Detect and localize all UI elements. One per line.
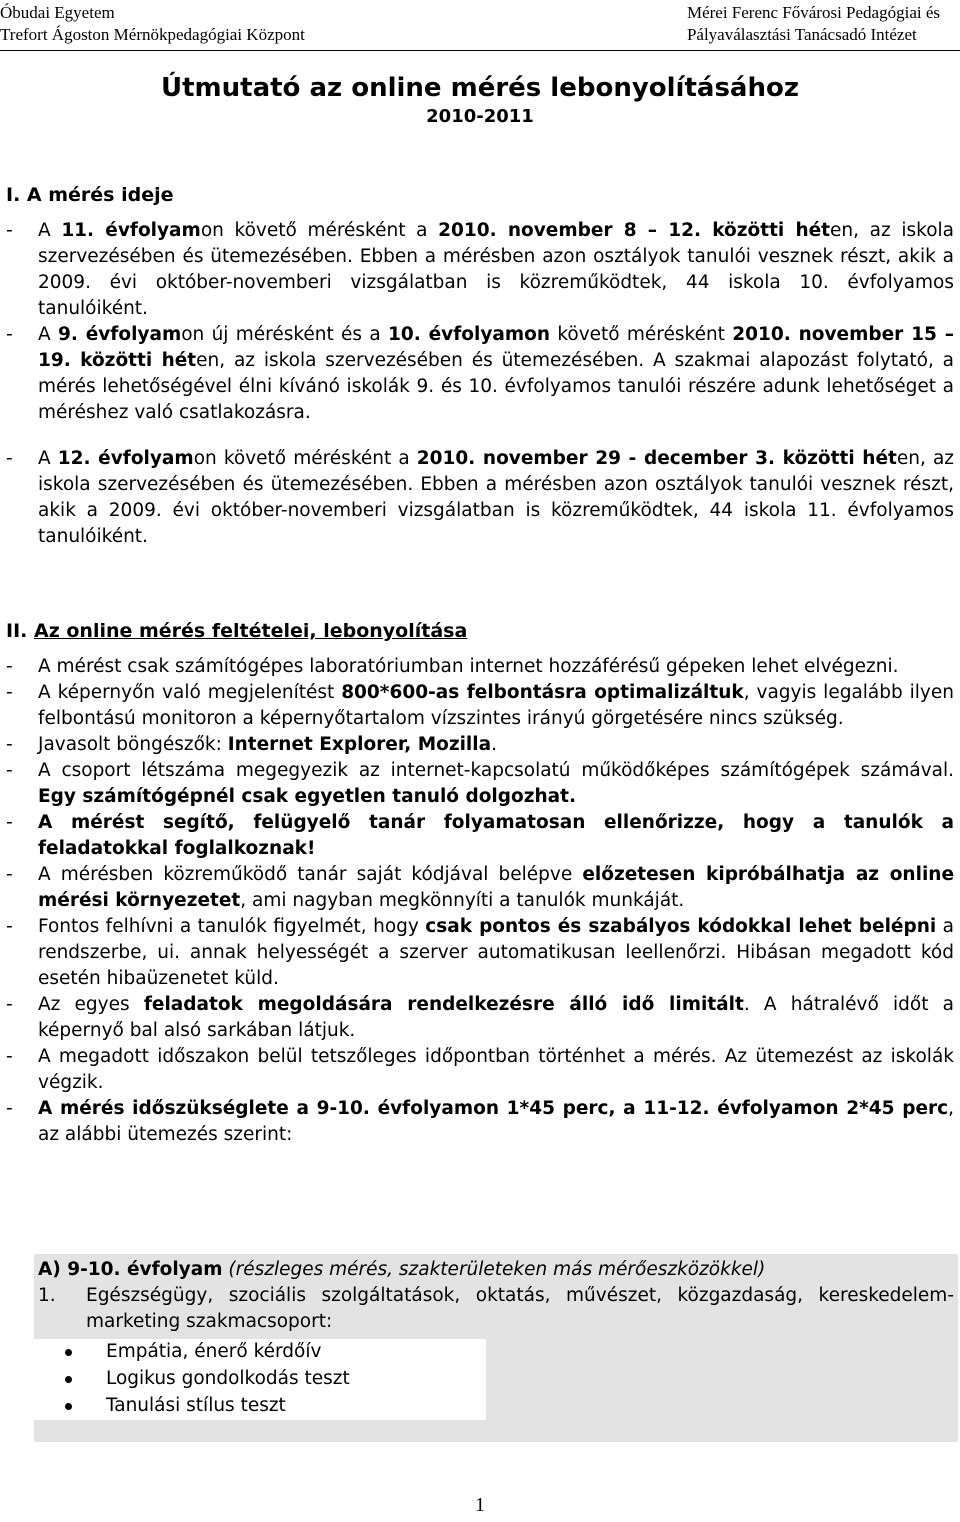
section-2-item-text: Fontos felhívni a tanulók figyelmét, hogy — [38, 916, 426, 937]
section-2-item-text: A megadott időszakon belül tetszőleges időpontban történhet a mérés. Az ütemezést az iskolák végzik. — [38, 1046, 954, 1093]
section-2-item-text: A csoport létszáma megegyezik az internet-kapcsolatú működőképes számítógépek számával. — [38, 760, 954, 781]
schedule-box-content — [38, 1257, 954, 1420]
section-1-item-text: 10. évfolyamon — [388, 324, 551, 345]
section-2-item — [6, 680, 954, 732]
section-2-item-text: A mérést csak számítógépes laboratóriumban internet hozzáférésű gépeken lehet elvégezni. — [38, 656, 899, 677]
section-2-item — [6, 862, 954, 914]
section-2-item-text: a rendszerbe, ui. annak helyességét a szerver automatikusan leellenőrzi. Hibásan megadott kód esetén hibaüzenetet küld. — [38, 916, 954, 989]
section-2-item-text: 800*600-as felbontásra optimalizáltuk — [341, 682, 744, 703]
section-2-heading — [6, 618, 954, 644]
section-1-item-text: on követő mérésként a — [200, 220, 439, 241]
section-2-item — [6, 1044, 954, 1096]
section-2-heading-number: II. — [6, 620, 28, 642]
section-2-item — [6, 914, 954, 992]
section-1-item-text: on követő mérésként a — [193, 448, 417, 469]
section-1-item-text: 2010. november 15 – 19. közötti hét — [38, 324, 954, 371]
section-2-item-text: A mérés időszükséglete a 9-10. évfolyamon 1*45 perc, a 11-12. évfolyamon 2*45 perc — [38, 1098, 949, 1119]
section-2-item — [6, 732, 954, 758]
section-2-item — [6, 992, 954, 1044]
dash-marker: - — [6, 448, 13, 469]
section-1-item — [6, 446, 954, 550]
section-2-item-text: , vagyis legalább ilyen felbontású monitoron a képernyőtartalom vízszintes irányú görgetésére nincs szükség. — [38, 682, 954, 729]
section-1-item-text: on új mérésként és a — [181, 324, 388, 345]
test-list-item-label: Logikus gondolkodás teszt — [106, 1368, 350, 1389]
section-1-item-text: követő mérésként — [550, 324, 733, 345]
header-divider — [0, 50, 960, 51]
section-1-item-text: A — [38, 324, 58, 345]
section-2-list — [6, 654, 954, 1148]
dash-marker: - — [6, 864, 13, 885]
section-2-item-text: előzetesen kipróbálhatja az online mérési környezetet — [38, 864, 955, 911]
section-2-item — [6, 654, 954, 680]
section-1-item-text: A — [38, 220, 62, 241]
section-2-item-text: feladatok megoldására rendelkezésre álló idő limitált — [143, 994, 744, 1015]
dash-marker: - — [6, 916, 13, 937]
section-1-item-text: 11. évfolyam — [61, 220, 201, 241]
schedule-item-text: Egészségügy, szociális szolgáltatások, oktatás, művészet, közgazdaság, kereskedelem-marketing szakmacsoport: — [86, 1285, 954, 1332]
dash-marker: - — [6, 220, 13, 241]
header-right-line2: Pályaválasztási Tanácsadó Intézet — [686, 25, 917, 44]
section-1-item-text: 9. évfolyam — [57, 324, 182, 345]
bullet-icon — [65, 1403, 72, 1410]
schedule-heading-note: (részleges mérés, szakterületeken más mérőeszközökkel) — [222, 1259, 766, 1280]
header-right — [687, 2, 940, 46]
document-subtitle: 2010-2011 — [426, 106, 534, 127]
section-2-item — [6, 1096, 954, 1148]
section-1 — [6, 182, 954, 550]
section-1-item-text: en, az iskola szervezésében és ütemezésében. A szakmai alapozást folytató, a mérés lehetőségével élni kívánó iskolák 9. és 10. évfolyamos tanulói részére adunk lehetőséget a méréshez való csatlakozásra. — [38, 350, 954, 423]
section-1-item — [6, 218, 954, 322]
section-2-item-text: Internet Explorer, Mozilla — [227, 734, 492, 755]
page-number: 1 — [475, 1494, 485, 1516]
test-list-item — [34, 1366, 486, 1393]
schedule-heading-grade: A) 9-10. évfolyam — [38, 1259, 223, 1280]
bullet-icon — [65, 1349, 72, 1356]
bullet-icon — [65, 1376, 72, 1383]
section-2-item-text: , az alábbi ütemezés szerint: — [38, 1098, 954, 1145]
section-2-item-text: , ami nagyban megkönnyíti a tanulók munkáját. — [240, 890, 685, 911]
section-1-item — [6, 322, 954, 426]
section-2-item — [6, 810, 954, 862]
test-list-item-label: Tanulási stílus teszt — [106, 1395, 286, 1416]
section-2-item-text: A mérést segítő, felügyelő tanár folyamatosan ellenőrizze, hogy a tanulók a feladatokkal foglalkoznak! — [38, 812, 954, 859]
section-2 — [6, 618, 954, 1148]
section-1-item-text: 12. évfolyam — [57, 448, 194, 469]
test-list-item-label: Empátia, énerő kérdőív — [106, 1341, 322, 1362]
section-2-item — [6, 758, 954, 810]
dash-marker: - — [6, 760, 13, 781]
schedule-heading — [38, 1257, 954, 1283]
dash-marker: - — [6, 324, 13, 345]
header-right-line1: Mérei Ferenc Fővárosi Pedagógiai és — [686, 3, 940, 22]
section-2-item-text: Egy számítógépnél csak egyetlen tanuló dolgozhat. — [38, 786, 576, 807]
section-1-item-text: 2010. november 8 – 12. közötti hét — [438, 220, 831, 241]
header-left — [0, 2, 305, 46]
header-left-line2: Trefort Ágoston Mérnökpedagógiai Központ — [0, 25, 305, 44]
section-2-item-text: Az egyes — [38, 994, 144, 1015]
dash-marker: - — [6, 994, 13, 1015]
section-1-item-text: en, az iskola szervezésében és ütemezésében. Ebben a mérésben azon osztályok tanulói vesznek részt, akik a 2009. évi október-novemberi vizsgálatban is közreműködtek, 44 iskola 10. évfolyamos tanulóiként. — [38, 220, 954, 319]
header-left-line1: Óbudai Egyetem — [0, 3, 115, 22]
section-2-item-text: A mérésben közreműködő tanár saját kódjával belépve — [38, 864, 583, 885]
schedule-numbered-item — [38, 1283, 954, 1335]
dash-marker: - — [6, 682, 13, 703]
document-title: Útmutató az online mérés lebonyolításához — [161, 73, 799, 103]
schedule-item-number: 1. — [38, 1285, 56, 1306]
section-1-item-text: en, az iskola szervezésében és ütemezésében. Ebben a mérésben azon osztályok tanulói vesznek részt, akik a 2009. évi október-novemberi vizsgálatban is közreműködtek, 44 iskola 11. évfolyamos tanulóiként. — [38, 448, 954, 547]
test-list-item — [34, 1339, 486, 1366]
section-2-item-text: Javasolt böngészők: — [38, 734, 228, 755]
section-2-item-text: . — [491, 734, 497, 755]
section-1-list — [6, 218, 954, 550]
section-1-item-text: A — [38, 448, 58, 469]
dash-marker: - — [6, 1046, 13, 1067]
test-list — [38, 1339, 954, 1420]
section-2-item-text: A képernyőn való megjelenítést — [38, 682, 342, 703]
dash-marker: - — [6, 656, 13, 677]
section-1-heading: I. A mérés ideje — [6, 184, 174, 206]
section-2-heading-text: Az online mérés feltételei, lebonyolítása — [33, 620, 468, 642]
dash-marker: - — [6, 734, 13, 755]
section-1-item-text: 2010. november 29 - december 3. közötti hét — [416, 448, 897, 469]
section-2-item-text: csak pontos és szabályos kódokkal lehet belépni — [425, 916, 937, 937]
spacer — [6, 426, 954, 446]
test-list-item — [34, 1393, 486, 1420]
dash-marker: - — [6, 812, 13, 833]
section-2-item-text: . A hátralévő időt a képernyő bal alsó sarkában látjuk. — [38, 994, 954, 1041]
dash-marker: - — [6, 1098, 13, 1119]
